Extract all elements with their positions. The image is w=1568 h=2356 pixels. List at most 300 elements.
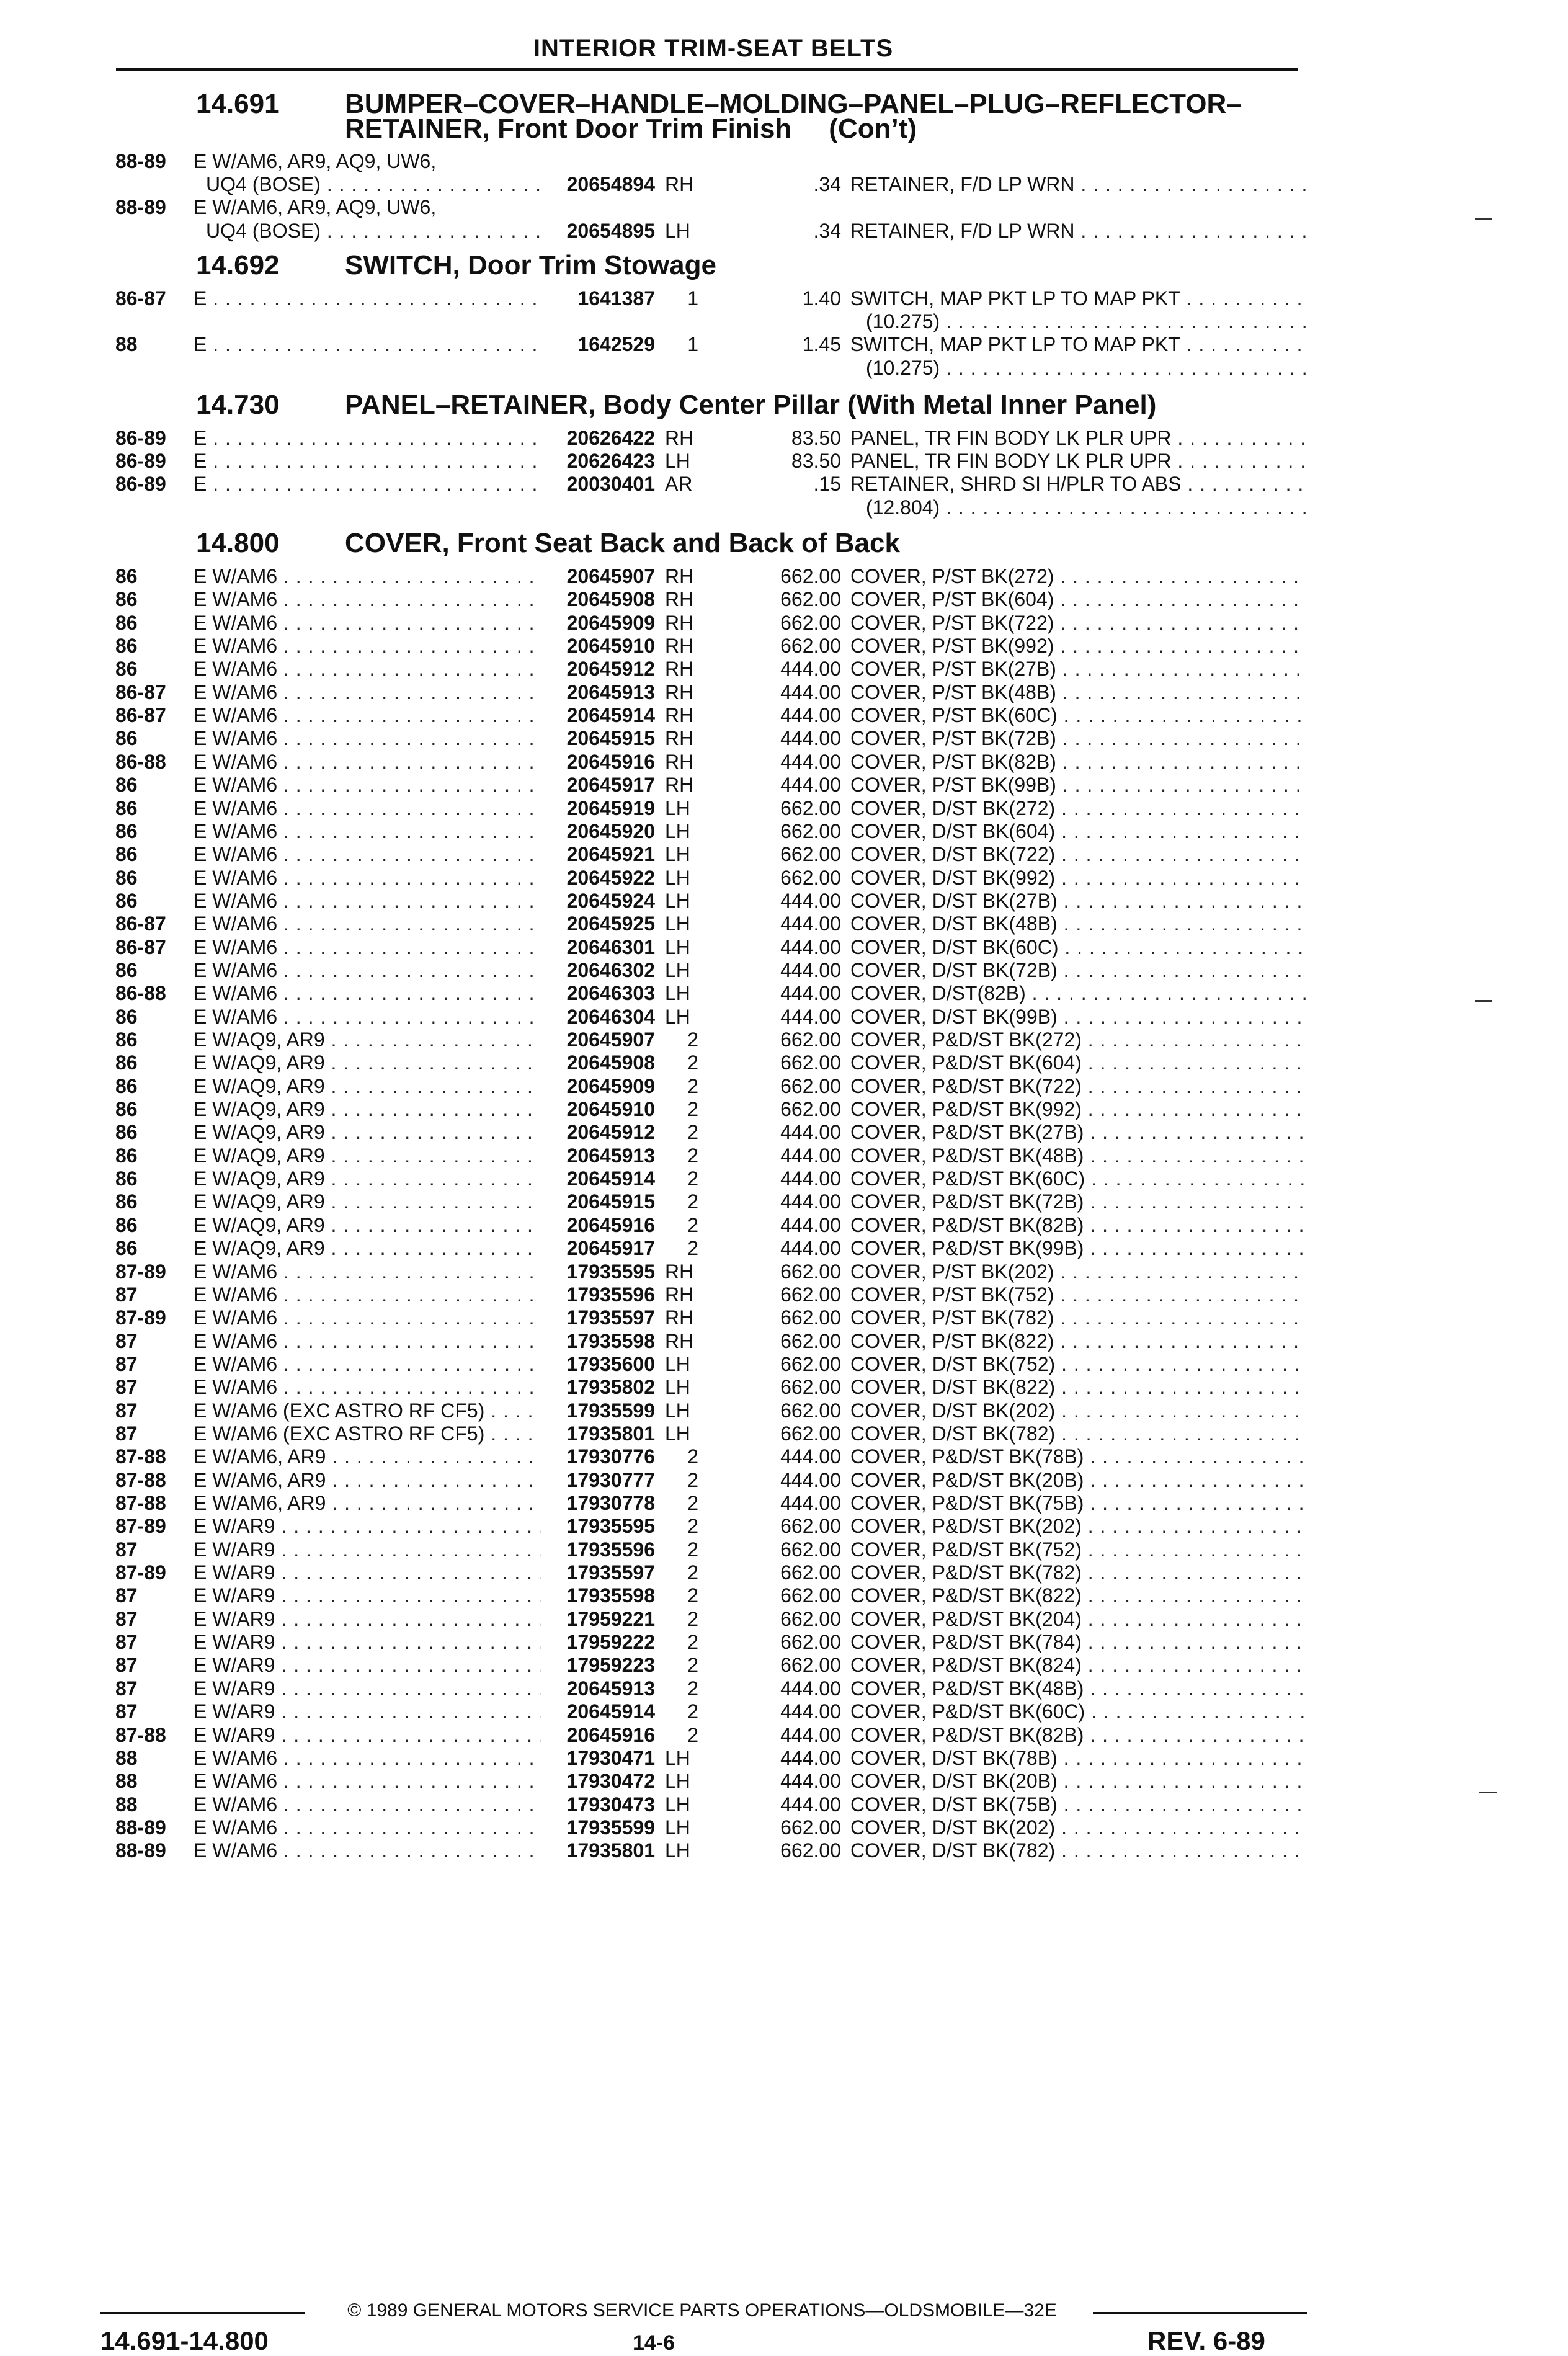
row-part-name: PANEL, TR FIN BODY LK PLR UPR . . . <box>850 427 1306 450</box>
row-description: E W/AM6 . . . <box>194 658 653 680</box>
table-row <box>115 1283 1306 1306</box>
table-row <box>115 1422 1306 1445</box>
row-description: E W/AM6 . . . <box>194 565 653 588</box>
row-quantity: LH <box>665 1399 690 1422</box>
row-part-name: COVER, P&D/ST BK(20B) . . . <box>850 1469 1306 1492</box>
table-row <box>115 1006 1306 1029</box>
row-quantity: RH <box>665 680 694 703</box>
row-part-number: 20645917 <box>541 1237 655 1260</box>
row-description: E . . . <box>194 427 653 450</box>
row-description: UQ4 (BOSE) . . . <box>206 220 653 243</box>
row-part-name: COVER, P&D/ST BK(784) . . . <box>850 1631 1306 1654</box>
row-year: 86 <box>115 1005 138 1028</box>
row-quantity: 2 <box>687 1213 698 1236</box>
row-part-number: 20645916 <box>541 1724 655 1747</box>
row-part-name: COVER, D/ST BK(992) . . . <box>850 867 1306 890</box>
table-row <box>115 1747 1306 1770</box>
row-quantity: LH <box>665 1816 690 1839</box>
row-part-number: 20646304 <box>541 1006 655 1029</box>
row-price: 662.00 <box>780 588 841 611</box>
row-part-number: 20645910 <box>541 635 655 658</box>
table-row <box>115 1515 1306 1538</box>
row-part-number: 20030401 <box>541 473 655 496</box>
row-part-number: 17935801 <box>541 1839 655 1862</box>
row-quantity: LH <box>665 913 690 935</box>
row-part-name: COVER, P/ST BK(72B) . . . <box>850 727 1306 750</box>
row-quantity: LH <box>665 843 690 866</box>
row-description: E W/AQ9, AR9 . . . <box>194 1190 653 1213</box>
row-description: E W/AM6 . . . <box>194 820 653 843</box>
row-part-number: 20654894 <box>541 173 655 196</box>
row-quantity: RH <box>665 1260 694 1283</box>
row-price: 444.00 <box>780 1167 841 1190</box>
row-description: E W/AM6 . . . <box>194 612 653 635</box>
table-row <box>115 1445 1306 1468</box>
row-price: 444.00 <box>780 935 841 958</box>
row-year: 86 <box>115 1190 138 1213</box>
row-part-name: COVER, D/ST BK(604) . . . <box>850 820 1306 843</box>
row-year: 88-89 <box>115 150 166 172</box>
table-row <box>115 1677 1306 1700</box>
table-row <box>115 797 1306 820</box>
row-quantity: LH <box>665 1422 690 1445</box>
row-part-number: 20645909 <box>541 1075 655 1098</box>
row-quantity: 2 <box>687 1631 698 1654</box>
row-description: E W/AR9 . . . <box>194 1654 653 1677</box>
table-row <box>115 820 1306 843</box>
row-part-number: 20645922 <box>541 867 655 890</box>
section-title: BUMPER–COVER–HANDLE–MOLDING–PANEL–PLUG–REFLECTOR– <box>345 89 1242 119</box>
row-year: 87 <box>115 1654 138 1677</box>
row-quantity: LH <box>665 1839 690 1862</box>
section-continued: (Con’t) <box>829 114 917 144</box>
row-part-name: COVER, D/ST BK(782) . . . <box>850 1839 1306 1862</box>
row-part-name: RETAINER, F/D LP WRN . . . <box>850 220 1306 243</box>
row-part-number: 20645925 <box>541 913 655 935</box>
row-quantity: 2 <box>687 1515 698 1538</box>
row-price: 662.00 <box>780 1051 841 1074</box>
row-part-number: 17935596 <box>541 1283 655 1306</box>
row-price: 662.00 <box>780 1376 841 1399</box>
row-description: E W/AM6 . . . <box>194 1330 653 1353</box>
section-title: COVER, Front Seat Back and Back of Back <box>345 528 900 558</box>
table-row-continuation <box>115 496 1306 519</box>
footer-copyright: © 1989 GENERAL MOTORS SERVICE PARTS OPERATIONS—OLDSMOBILE—32E <box>347 2300 1057 2321</box>
row-quantity: RH <box>665 727 694 750</box>
row-quantity: LH <box>665 982 690 1005</box>
row-part-number: 17935595 <box>541 1261 655 1283</box>
row-price: 444.00 <box>780 889 841 912</box>
row-description-line1-text: E W/AM6, AR9, AQ9, UW6, <box>194 196 437 219</box>
row-part-name: COVER, D/ST BK(272) . . . <box>850 797 1306 820</box>
page-title: INTERIOR TRIM-SEAT BELTS <box>533 35 894 62</box>
row-part-number: 17935598 <box>541 1584 655 1607</box>
table-row <box>115 1306 1306 1329</box>
row-price: 662.00 <box>780 1352 841 1375</box>
row-year: 86 <box>115 1144 138 1167</box>
table-row <box>115 1376 1306 1399</box>
row-year: 86 <box>115 1213 138 1236</box>
header-rule <box>116 68 1298 71</box>
table-row <box>115 1492 1306 1515</box>
row-part-name: COVER, P&D/ST BK(272) . . . <box>850 1029 1306 1051</box>
row-part-name: COVER, P/ST BK(60C) . . . <box>850 704 1306 727</box>
row-description: E W/AQ9, AR9 . . . <box>194 1051 653 1074</box>
row-part-name-line2: (12.804) . . . <box>866 496 1306 519</box>
row-description: E W/AM6 . . . <box>194 936 653 959</box>
row-part-number: 17930777 <box>541 1469 655 1492</box>
row-quantity: RH <box>665 611 694 634</box>
row-part-number: 17935600 <box>541 1353 655 1376</box>
row-part-number: 17935595 <box>541 1515 655 1538</box>
row-description: E W/AM6 . . . <box>194 704 653 727</box>
row-part-name: COVER, P&D/ST BK(822) . . . <box>850 1584 1306 1607</box>
row-year: 86 <box>115 889 138 912</box>
row-year: 88-89 <box>115 1816 166 1839</box>
row-part-number: 20645910 <box>541 1098 655 1121</box>
table-row <box>115 1654 1306 1677</box>
row-quantity: RH <box>665 173 694 196</box>
row-description: E W/AM6, AR9 . . . <box>194 1469 653 1492</box>
row-price: 444.00 <box>780 704 841 727</box>
row-price: 662.00 <box>780 1399 841 1422</box>
row-price: 662.00 <box>780 843 841 866</box>
row-part-number: 20645920 <box>541 820 655 843</box>
row-description: E W/AM6 . . . <box>194 1747 653 1770</box>
row-price: 662.00 <box>780 1816 841 1839</box>
row-year: 87 <box>115 1631 138 1654</box>
row-price: 444.00 <box>780 913 841 935</box>
row-part-name: COVER, D/ST BK(78B) . . . <box>850 1747 1306 1770</box>
row-part-number: 20645916 <box>541 751 655 774</box>
row-description: E W/AR9 . . . <box>194 1584 653 1607</box>
row-part-name: COVER, D/ST BK(782) . . . <box>850 1422 1306 1445</box>
section-number: 14.730 <box>196 390 280 420</box>
row-price: 662.00 <box>780 1515 841 1538</box>
row-description: E . . . <box>194 450 653 473</box>
table-row-continuation <box>115 310 1306 333</box>
table-row <box>115 867 1306 890</box>
row-part-number: 20645914 <box>541 704 655 727</box>
row-description: UQ4 (BOSE) . . . <box>206 173 653 196</box>
row-price: 662.00 <box>780 1074 841 1097</box>
row-part-number: 17959223 <box>541 1654 655 1677</box>
row-description: E W/AM6 . . . <box>194 959 653 982</box>
row-year: 88-89 <box>115 1839 166 1862</box>
row-part-name: COVER, P&D/ST BK(48B) . . . <box>850 1677 1306 1700</box>
row-quantity: AR <box>665 473 693 496</box>
row-year: 86 <box>115 658 138 680</box>
row-description: E W/AM6 . . . <box>194 1770 653 1793</box>
row-part-number: 17935598 <box>541 1330 655 1353</box>
table-row <box>115 681 1306 704</box>
row-part-name: RETAINER, SHRD SI H/PLR TO ABS . . . <box>850 473 1306 496</box>
row-price: 1.40 <box>802 287 841 310</box>
row-quantity: LH <box>665 1746 690 1769</box>
row-price: 444.00 <box>780 1746 841 1769</box>
row-description: E . . . <box>194 473 653 496</box>
table-row <box>115 287 1306 310</box>
row-part-name: SWITCH, MAP PKT LP TO MAP PKT . . . <box>850 287 1306 310</box>
table-row <box>115 727 1306 750</box>
row-part-name: COVER, D/ST BK(202) . . . <box>850 1816 1306 1839</box>
row-year: 87-88 <box>115 1492 166 1514</box>
table-row <box>115 333 1306 356</box>
table-row <box>115 1330 1306 1353</box>
row-part-number: 20626423 <box>541 450 655 473</box>
table-row <box>115 1700 1306 1723</box>
row-price: 662.00 <box>780 1260 841 1283</box>
row-price: 662.00 <box>780 1607 841 1630</box>
row-part-name: COVER, P&D/ST BK(48B) . . . <box>850 1145 1306 1167</box>
row-part-name: COVER, P&D/ST BK(604) . . . <box>850 1051 1306 1074</box>
row-price: 662.00 <box>780 1098 841 1121</box>
row-year: 86 <box>115 866 138 889</box>
row-part-name: COVER, D/ST BK(202) . . . <box>850 1399 1306 1422</box>
table-row <box>115 565 1306 588</box>
row-year: 86-87 <box>115 680 166 703</box>
row-part-name: COVER, P/ST BK(722) . . . <box>850 612 1306 635</box>
row-part-number: 20645909 <box>541 612 655 635</box>
table-row <box>115 1121 1306 1144</box>
row-description: E W/AM6 (EXC ASTRO RF CF5) . . . <box>194 1422 653 1445</box>
row-part-number: 17930472 <box>541 1770 655 1793</box>
row-quantity: RH <box>665 635 694 658</box>
margin-mark <box>1475 1000 1492 1002</box>
row-price: 444.00 <box>780 680 841 703</box>
row-quantity: 2 <box>687 1074 698 1097</box>
margin-mark <box>1479 1792 1497 1793</box>
row-year: 87-88 <box>115 1723 166 1746</box>
row-part-number: 20646303 <box>541 982 655 1005</box>
row-year: 87 <box>115 1376 138 1399</box>
table-row <box>115 1214 1306 1237</box>
row-year: 86 <box>115 819 138 842</box>
row-quantity: 2 <box>687 1700 698 1723</box>
section-title-line2 <box>345 115 917 143</box>
row-price: 662.00 <box>780 1306 841 1329</box>
row-year: 86 <box>115 1098 138 1121</box>
row-part-number: 17930778 <box>541 1492 655 1515</box>
row-quantity: 2 <box>687 1538 698 1561</box>
row-part-name: COVER, P/ST BK(99B) . . . <box>850 774 1306 796</box>
footer-page-number: 14-6 <box>633 2331 675 2355</box>
table-row <box>115 1538 1306 1561</box>
row-price: 662.00 <box>780 819 841 842</box>
row-price: 662.00 <box>780 866 841 889</box>
row-price: 444.00 <box>780 1770 841 1793</box>
table-row <box>115 1399 1306 1422</box>
row-year: 88 <box>115 1770 138 1793</box>
row-part-name: COVER, D/ST BK(72B) . . . <box>850 959 1306 982</box>
table-row <box>115 1237 1306 1260</box>
footer-copyright-line <box>100 2298 1307 2323</box>
row-year: 87 <box>115 1584 138 1607</box>
row-description: E W/AR9 . . . <box>194 1538 653 1561</box>
row-part-number: 17959222 <box>541 1631 655 1654</box>
row-quantity: LH <box>665 1352 690 1375</box>
table-row <box>115 936 1306 959</box>
row-part-name: COVER, P/ST BK(604) . . . <box>850 588 1306 611</box>
row-description: E W/AM6 . . . <box>194 681 653 704</box>
row-year: 86 <box>115 1237 138 1260</box>
row-price: 444.00 <box>780 1445 841 1468</box>
row-description: E W/AQ9, AR9 . . . <box>194 1237 653 1260</box>
row-price: 662.00 <box>780 1654 841 1677</box>
row-year: 86-87 <box>115 935 166 958</box>
row-year: 86 <box>115 958 138 981</box>
row-description: E W/AR9 . . . <box>194 1561 653 1584</box>
row-year: 86 <box>115 843 138 866</box>
row-part-number: 17930776 <box>541 1445 655 1468</box>
row-part-name: COVER, P&D/ST BK(82B) . . . <box>850 1724 1306 1747</box>
row-part-name: COVER, D/ST BK(99B) . . . <box>850 1006 1306 1029</box>
row-description: E W/AQ9, AR9 . . . <box>194 1029 653 1051</box>
row-part-number: 17935599 <box>541 1399 655 1422</box>
row-quantity: RH <box>665 658 694 680</box>
footer-revision: REV. 6-89 <box>1147 2326 1265 2355</box>
row-part-number: 20645913 <box>541 681 655 704</box>
row-description: E W/AM6, AR9 . . . <box>194 1492 653 1515</box>
row-description: E W/AQ9, AR9 . . . <box>194 1214 653 1237</box>
row-part-number: 20626422 <box>541 427 655 450</box>
row-description-line1 <box>115 150 1306 173</box>
row-part-name: COVER, P/ST BK(992) . . . <box>850 635 1306 658</box>
row-description: E W/AR9 . . . <box>194 1608 653 1631</box>
table-row <box>115 1353 1306 1376</box>
row-year: 86-89 <box>115 450 166 473</box>
row-year: 87-88 <box>115 1445 166 1468</box>
row-year: 87 <box>115 1399 138 1422</box>
table-row <box>115 1631 1306 1654</box>
row-quantity: 2 <box>687 1237 698 1260</box>
row-description: E W/AM6 . . . <box>194 1793 653 1816</box>
row-description: E W/AQ9, AR9 . . . <box>194 1145 653 1167</box>
row-year: 86 <box>115 1074 138 1097</box>
row-price: 662.00 <box>780 1561 841 1584</box>
table-row <box>115 843 1306 866</box>
row-quantity: LH <box>665 935 690 958</box>
table-row <box>115 1793 1306 1816</box>
row-quantity: 2 <box>687 1098 698 1121</box>
row-quantity: RH <box>665 750 694 773</box>
row-part-name: COVER, D/ST BK(75B) . . . <box>850 1793 1306 1816</box>
row-part-number: 17935801 <box>541 1422 655 1445</box>
row-part-name: COVER, D/ST BK(60C) . . . <box>850 936 1306 959</box>
row-description: E W/AR9 . . . <box>194 1631 653 1654</box>
table-row <box>115 588 1306 611</box>
row-year: 87 <box>115 1352 138 1375</box>
row-description: E W/AM6 . . . <box>194 751 653 774</box>
row-part-name: COVER, D/ST BK(822) . . . <box>850 1376 1306 1399</box>
row-price: .34 <box>813 173 841 196</box>
row-description: E W/AM6 . . . <box>194 1816 653 1839</box>
row-quantity: 2 <box>687 1654 698 1677</box>
table-row <box>115 473 1306 496</box>
row-quantity: 2 <box>687 1584 698 1607</box>
row-part-name: COVER, P&D/ST BK(992) . . . <box>850 1098 1306 1121</box>
row-price: 1.45 <box>802 333 841 356</box>
table-row <box>115 635 1306 658</box>
row-price: 444.00 <box>780 1144 841 1167</box>
row-description: E W/AM6 . . . <box>194 1839 653 1862</box>
row-price: 444.00 <box>780 1492 841 1514</box>
section-title: SWITCH, Door Trim Stowage <box>345 250 716 280</box>
row-part-number: 17935597 <box>541 1561 655 1584</box>
table-row <box>115 1029 1306 1051</box>
row-price: 83.50 <box>791 427 841 449</box>
row-year: 86 <box>115 1051 138 1074</box>
row-description: E W/AM6, AR9 . . . <box>194 1445 653 1468</box>
row-price: 662.00 <box>780 611 841 634</box>
row-quantity: LH <box>665 796 690 819</box>
table-row <box>115 1145 1306 1167</box>
row-part-name: COVER, P&D/ST BK(99B) . . . <box>850 1237 1306 1260</box>
row-part-number: 17930473 <box>541 1793 655 1816</box>
row-part-name: RETAINER, F/D LP WRN . . . <box>850 173 1306 196</box>
table-row <box>115 1724 1306 1747</box>
row-part-name: COVER, P&D/ST BK(72B) . . . <box>850 1190 1306 1213</box>
row-year: 86 <box>115 565 138 587</box>
row-quantity: 2 <box>687 1468 698 1491</box>
row-part-number: 20654895 <box>541 220 655 243</box>
table-row <box>115 1561 1306 1584</box>
row-quantity: LH <box>665 1770 690 1793</box>
row-year: 88-89 <box>115 196 166 219</box>
row-quantity: RH <box>665 565 694 587</box>
row-price: 444.00 <box>780 774 841 796</box>
row-part-name: COVER, P&D/ST BK(60C) . . . <box>850 1700 1306 1723</box>
row-description: E W/AQ9, AR9 . . . <box>194 1098 653 1121</box>
row-description-line1-text: E W/AM6, AR9, AQ9, UW6, <box>194 150 437 172</box>
row-description: E W/AQ9, AR9 . . . <box>194 1167 653 1190</box>
row-price: 444.00 <box>780 1723 841 1746</box>
row-part-number: 17935597 <box>541 1306 655 1329</box>
row-part-number: 1642529 <box>541 333 655 356</box>
row-description: E W/AR9 . . . <box>194 1724 653 1747</box>
row-year: 86 <box>115 727 138 750</box>
row-year: 87 <box>115 1538 138 1561</box>
row-year: 87 <box>115 1677 138 1700</box>
table-row <box>115 704 1306 727</box>
table-row <box>115 959 1306 982</box>
row-description: E W/AM6 . . . <box>194 727 653 750</box>
row-part-name: COVER, P&D/ST BK(78B) . . . <box>850 1445 1306 1468</box>
row-quantity: 2 <box>687 1190 698 1213</box>
row-description: E W/AM6 . . . <box>194 1306 653 1329</box>
row-year: 86 <box>115 1029 138 1051</box>
row-part-number: 17930471 <box>541 1747 655 1770</box>
row-part-name: COVER, P&D/ST BK(824) . . . <box>850 1654 1306 1677</box>
row-quantity: LH <box>665 219 690 242</box>
table-row <box>115 890 1306 913</box>
row-part-name: COVER, P&D/ST BK(782) . . . <box>850 1561 1306 1584</box>
row-quantity: RH <box>665 588 694 611</box>
row-description: E . . . <box>194 287 653 310</box>
row-year: 86-88 <box>115 982 166 1005</box>
table-row <box>115 1098 1306 1121</box>
row-part-number: 1641387 <box>541 287 655 310</box>
row-quantity: 2 <box>687 1445 698 1468</box>
row-part-name: COVER, D/ST BK(20B) . . . <box>850 1770 1306 1793</box>
table-row <box>115 1608 1306 1631</box>
row-price: 444.00 <box>780 1700 841 1723</box>
row-quantity: 2 <box>687 1677 698 1700</box>
row-year: 87-88 <box>115 1468 166 1491</box>
row-part-name: COVER, P/ST BK(782) . . . <box>850 1306 1306 1329</box>
row-description: E W/AM6 . . . <box>194 1006 653 1029</box>
row-part-name: COVER, P&D/ST BK(202) . . . <box>850 1515 1306 1538</box>
